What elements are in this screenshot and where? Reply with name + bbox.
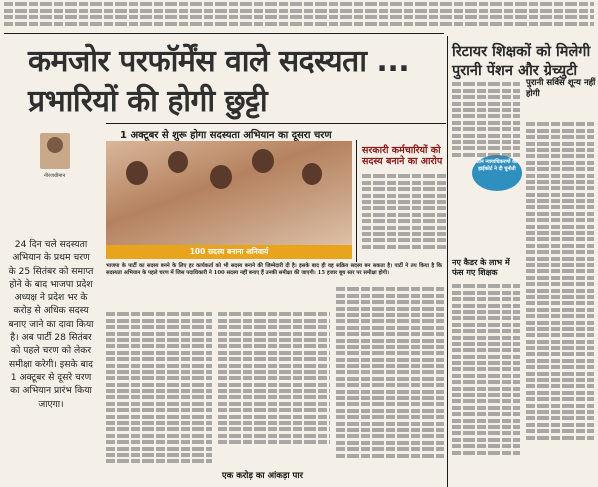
side-box-divider — [356, 140, 357, 262]
photo-banner: 100 सदस्य बनाना अनिवार्य — [106, 245, 352, 259]
top-divider — [4, 33, 444, 34]
sub-heading-mid: एक करोड़ का आंकड़ा पार — [222, 471, 304, 481]
deck: 1 अक्टूबर से शुरू होगा सदस्यता अभियान का दूसरा चरण — [120, 130, 332, 141]
right-callout: पुरानी सर्विस शून्य नहीं होगी — [526, 78, 596, 99]
side-box-heading: सरकारी कर्मचारियों को सदस्य बनाने का आरोप — [362, 145, 443, 167]
top-strip — [4, 0, 594, 30]
side-box-body — [362, 172, 446, 262]
pull-quote: 24 दिन चले सदस्यता अभियान के प्रथम चरण के 25 सितंबर को समाप्त होने के बाद भाजपा प्रदेश अध्यक्ष ने प्रदेश भर के करोड़ से अधिक सदस्य बनाए जाने का दावा किया है। अब पार्टी 28 सितंबर को पहले चरण को लेकर समीक्षा करेगी। इसके बाद 1 अक्टूबर से दूसरे चरण का अभियान प्रारंभ किया जाएगा। — [8, 239, 94, 410]
lede-paragraph: भाजपा के पार्टी का सदस्य बनने के लिए हर कार्यकर्ता को भी सदस्य बनाने की जिम्मेदारी दी है। इसके बाद ही वह सक्रिय सदस्य बन सकता है। पार्टी ने तय किया है कि सदस्यता अभियान के पहले चरण में जिस पदाधिकारी ने 100 सदस्य नहीं बनाए हैं उनकी समीक्षा की जाएगी। 15 हजार बूथ स्तर पर समीक्षा होगी। — [106, 263, 442, 277]
body-column-3 — [336, 285, 444, 487]
right-body-1 — [452, 80, 520, 250]
main-headline — [28, 42, 428, 122]
byline: नीरजधीमान — [44, 173, 66, 179]
body-column-2 — [218, 310, 330, 465]
headline-line-1: कमजोर परफॉर्मेंस वाले सदस्यता ... — [28, 44, 410, 79]
right-circle-badge: तीन न्यायाधिकरणों की हाईकोर्ट ने दी चुनौती — [472, 155, 522, 191]
right-body-2 — [526, 120, 594, 487]
right-sub-heading: नए कैडर के लाभ में फंस गए शिक्षक — [452, 258, 510, 277]
reporter-photo — [40, 133, 70, 169]
deck-rule — [106, 123, 446, 124]
right-body-3 — [452, 282, 520, 487]
right-story-divider — [447, 36, 448, 487]
right-story-title: रिटायर शिक्षकों को मिलेगी पुरानी पेंशन और ग्रेच्युटी — [452, 44, 591, 79]
news-photo — [106, 141, 352, 259]
body-column-1 — [106, 310, 212, 487]
headline-line-2: प्रभारियों की होगी छुट्टी — [28, 84, 268, 119]
